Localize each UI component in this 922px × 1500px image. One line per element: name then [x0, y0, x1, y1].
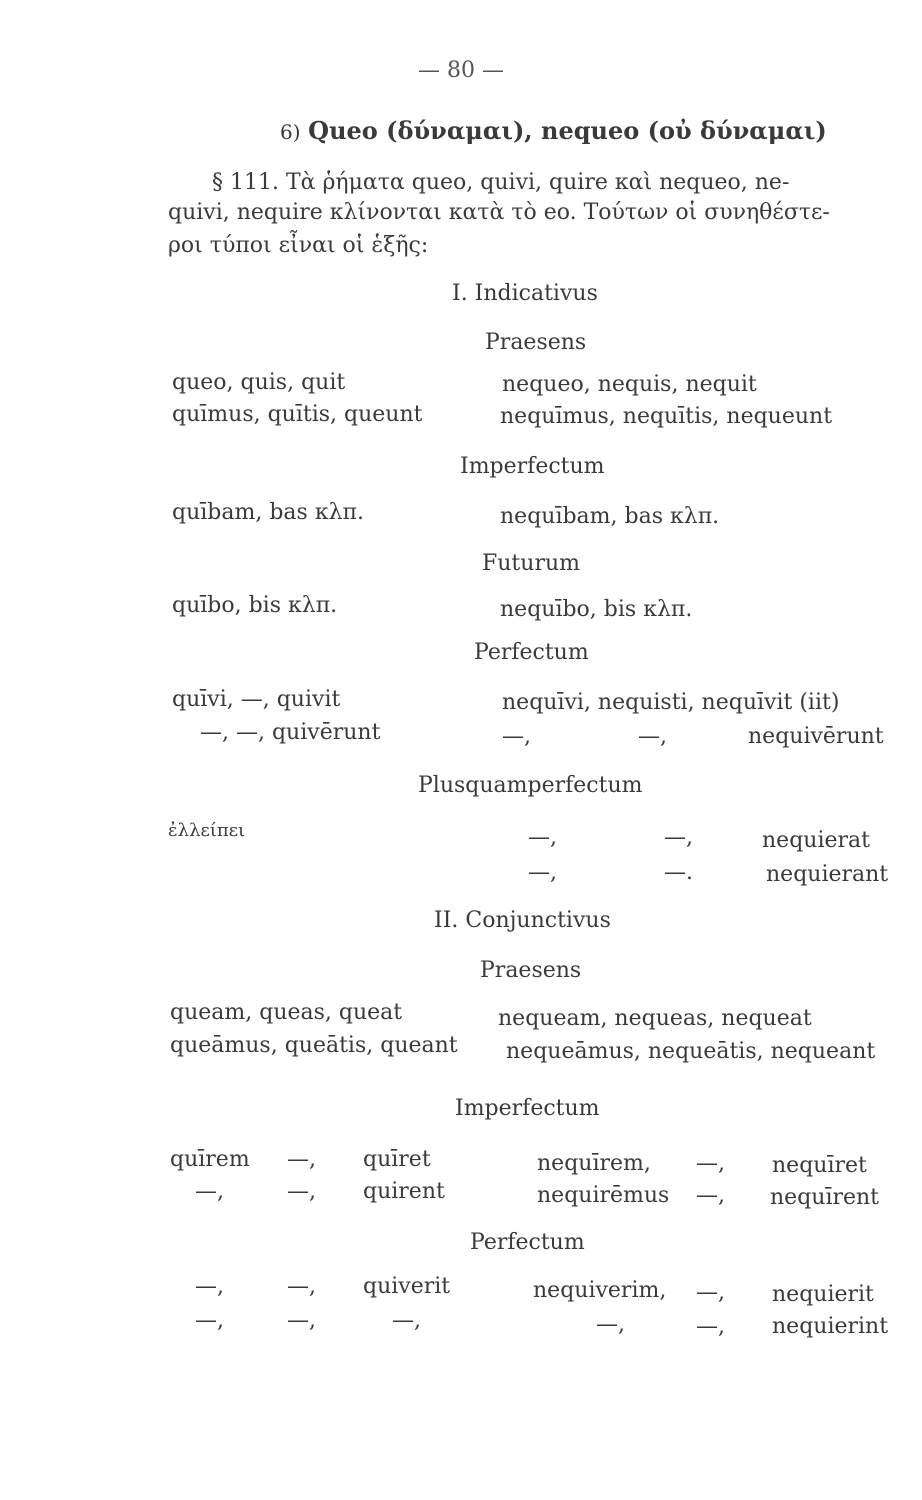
conj-imperf-r1-c6: nequīret — [772, 1153, 867, 1178]
conj-perf-r1-c6: nequierit — [772, 1282, 874, 1307]
intro-line-3: ροι τύποι εἶναι οἱ ἑξῆς: — [168, 233, 429, 258]
conj-imperf-r1-c5: —, — [696, 1151, 725, 1176]
intro-line-2: quivi, nequire κλίνονται κατὰ τὸ eo. Τούτων οἱ συνηθέστε- — [168, 200, 830, 225]
ind-futurum-label: Futurum — [482, 551, 580, 576]
conj-imperf-r2-c5: —, — [696, 1183, 725, 1208]
conj-perf-r1-c2: —, — [287, 1274, 316, 1299]
conj-perf-r1-c4: nequiverim, — [533, 1278, 667, 1303]
ind-perf-left-2: —, —, quivērunt — [200, 720, 381, 745]
page-number: — 80 — — [418, 58, 504, 83]
ind-fut-left: quībo, bis κλπ. — [172, 593, 338, 618]
conj-imperf-r2-c2: —, — [287, 1179, 316, 1204]
conj-imperf-r1-c3: quīret — [363, 1147, 431, 1172]
ind-praesens-label: Praesens — [485, 330, 587, 355]
ind-praes-left-1: queo, quis, quit — [172, 370, 346, 395]
conj-praes-right-1: nequeam, nequeas, nequeat — [498, 1006, 812, 1031]
ind-perf-right-2a: —, — [502, 724, 531, 749]
ind-plusq-r1-c: nequierat — [762, 828, 870, 853]
conj-perf-r2-c6: nequierint — [772, 1314, 889, 1339]
ind-perfectum-label: Perfectum — [474, 640, 589, 665]
ind-imperf-right: nequībam, bas κλπ. — [500, 504, 720, 529]
conj-imperf-r2-c6: nequīrent — [770, 1185, 880, 1210]
ind-fut-right: nequībo, bis κλπ. — [500, 597, 693, 622]
conj-perf-r2-c3: —, — [392, 1308, 421, 1333]
conj-imperf-r1-c2: —, — [287, 1147, 316, 1172]
ind-perf-left-1: quīvi, —, quivit — [172, 687, 341, 712]
ind-perf-right-2c: nequivērunt — [748, 724, 884, 749]
conj-imperf-r2-c3: quirent — [363, 1179, 445, 1204]
ind-praes-right-1: nequeo, nequis, nequit — [502, 372, 757, 397]
ind-plusquam-left: ἐλλείπει — [168, 820, 246, 841]
ind-imperf-left: quībam, bas κλπ. — [172, 500, 364, 525]
ind-plusq-r2-b: —. — [664, 860, 693, 885]
ind-plusquam-label: Plusquamperfectum — [418, 773, 643, 798]
conj-imperf-r1-c4: nequīrem, — [537, 1151, 651, 1176]
ind-plusq-r1-a: —, — [528, 825, 557, 850]
ind-plusq-r2-a: —, — [528, 860, 557, 885]
ind-perf-right-2b: —, — [638, 724, 667, 749]
ind-imperfectum-label: Imperfectum — [460, 454, 605, 479]
conj-imperfectum-label: Imperfectum — [455, 1096, 600, 1121]
section-heading — [280, 116, 827, 145]
conj-perfectum-label: Perfectum — [470, 1230, 585, 1255]
conj-praesens-label: Praesens — [480, 958, 582, 983]
ind-praes-left-2: quīmus, quītis, queunt — [172, 402, 423, 427]
conj-praes-right-2: nequeāmus, nequeātis, nequeant — [506, 1039, 876, 1064]
conjunctive-title: II. Conjunctivus — [434, 908, 611, 933]
conj-praes-left-2: queāmus, queātis, queant — [170, 1033, 458, 1058]
conj-perf-r1-c3: quiverit — [363, 1274, 451, 1299]
conj-perf-r2-c5: —, — [696, 1314, 725, 1339]
ind-perf-right-1: nequīvi, nequisti, nequīvit (iit) — [502, 690, 840, 715]
intro-line-1: § 111. Τὰ ῥήματα queo, quivi, quire καὶ nequeo, ne- — [212, 170, 790, 195]
ind-plusq-r2-c: nequierant — [766, 862, 889, 887]
conj-perf-r1-c1: —, — [195, 1274, 224, 1299]
ind-praes-right-2: nequīmus, nequītis, nequeunt — [500, 404, 833, 429]
conj-imperf-r2-c1: —, — [195, 1179, 224, 1204]
heading-title: Queo (δύναμαι), nequeo (οὐ δύναμαι) — [308, 116, 827, 145]
conj-praes-left-1: queam, queas, queat — [170, 1000, 403, 1025]
ind-plusq-r1-b: —, — [664, 825, 693, 850]
conj-imperf-r1-c1: quīrem — [170, 1147, 250, 1172]
heading-number: 6) — [280, 120, 301, 144]
conj-perf-r1-c5: —, — [696, 1280, 725, 1305]
conj-perf-r2-c1: —, — [195, 1308, 224, 1333]
conj-perf-r2-c2: —, — [287, 1308, 316, 1333]
conj-perf-r2-c4: —, — [596, 1312, 625, 1337]
indicative-title: I. Indicativus — [452, 281, 598, 306]
conj-imperf-r2-c4: nequirēmus — [537, 1183, 670, 1208]
